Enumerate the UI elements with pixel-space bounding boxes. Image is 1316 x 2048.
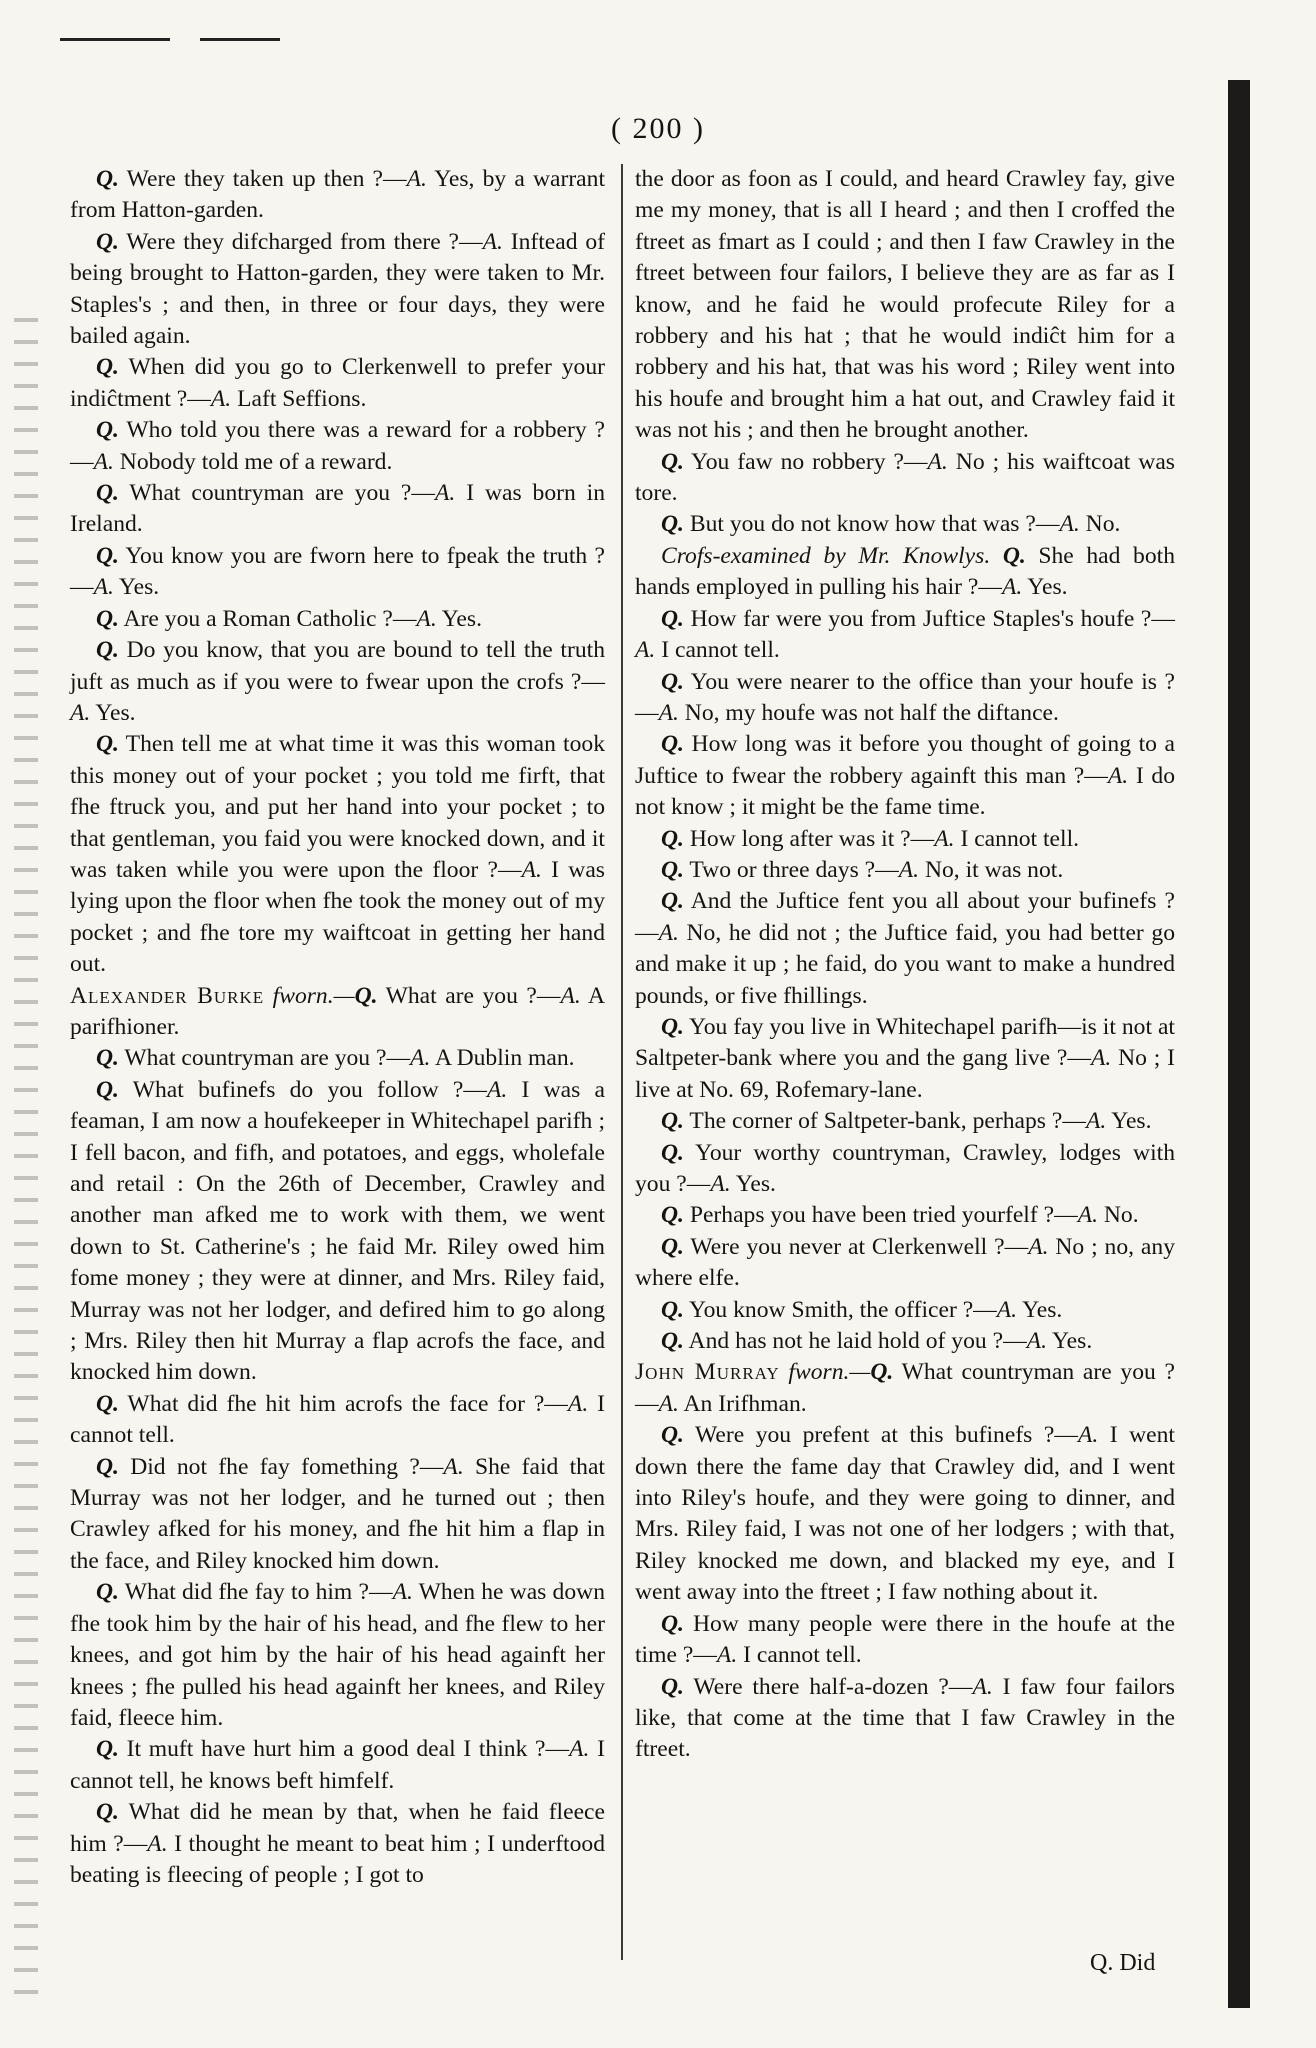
answer-text: I cannot tell. xyxy=(655,637,780,664)
question-mark: Q. xyxy=(661,448,684,475)
paragraph xyxy=(635,886,1175,1012)
question-text: Do you know, that you are bound to tell the truth juft as much as if you were to fwear upon the crofs ?— xyxy=(70,637,605,695)
question-mark: Q. xyxy=(96,480,119,507)
question-text: Were they taken up then ?— xyxy=(118,166,407,192)
question-text: And has not he laid hold of you ?— xyxy=(683,1328,1027,1355)
question-mark: Q. xyxy=(661,731,684,758)
paragraph xyxy=(70,541,605,604)
answer-text: An Irifhman. xyxy=(678,1390,807,1417)
paragraph xyxy=(70,478,605,541)
question-text: Then tell me at what time it was this woman took this money out of your pocket ; you told me firft, that fhe ftruck you, and put her hand into your pocket ; to that gentleman, you faid you were knocked down, and it was taken while you were upon the floor ?— xyxy=(70,731,605,883)
answer-text: I cannot tell. xyxy=(70,1390,605,1449)
answer-mark: A. xyxy=(1107,762,1129,789)
answer-mark: A. xyxy=(560,982,581,1009)
answer-text: Yes. xyxy=(1046,1328,1093,1355)
question-mark: Q. xyxy=(96,1736,119,1763)
paragraph xyxy=(635,164,1175,447)
question-text: Perhaps you have been tried yourfelf ?— xyxy=(683,1202,1078,1229)
question-mark: Q. xyxy=(661,1673,684,1700)
paragraph xyxy=(635,1295,1175,1326)
answer-mark: A. xyxy=(710,1171,731,1197)
question-text: Were you never at Clerkenwell ?— xyxy=(683,1233,1029,1260)
paragraph xyxy=(635,509,1175,540)
question-mark: Q. xyxy=(354,982,378,1009)
paragraph xyxy=(635,824,1175,855)
question-text: You were nearer to the office than your houfe is ?— xyxy=(635,668,1175,726)
answer-mark: A. xyxy=(1091,1045,1112,1072)
paragraph xyxy=(70,1043,605,1074)
answer-mark: A. xyxy=(406,166,427,192)
answer-mark: A. xyxy=(410,1045,431,1072)
left-column xyxy=(70,164,605,1891)
question-text: What countryman are you ?— xyxy=(118,480,435,507)
answer-mark: A. xyxy=(567,1390,589,1417)
answer-text: I cannot tell, he knows beft himfelf. xyxy=(70,1736,606,1794)
question-text: What are you ?— xyxy=(377,982,561,1009)
question-mark: Q. xyxy=(96,605,119,632)
paragraph xyxy=(70,1075,605,1389)
column-divider xyxy=(621,164,623,1960)
question-text: What did he mean by that, when he faid fleece him ?— xyxy=(70,1799,605,1857)
answer-text: No. xyxy=(1079,511,1121,538)
answer-text: I cannot tell. xyxy=(954,825,1080,852)
question-mark: Q. xyxy=(870,1359,894,1386)
question-text: It muft have hurt him a good deal I think ?— xyxy=(118,1736,570,1763)
witness-name: John Murray xyxy=(635,1359,780,1386)
question-text: How long was it before you thought of going to a Juftice to fwear the robbery againft this man ?— xyxy=(635,731,1175,789)
question-mark: Q. xyxy=(96,228,119,255)
page-edge-shadow xyxy=(1228,80,1250,2008)
paragraph xyxy=(70,1577,605,1734)
answer-mark: A. xyxy=(1001,574,1023,601)
answer-text: Nobody told me of a reward. xyxy=(113,448,393,475)
paragraph xyxy=(635,1609,1175,1672)
answer-text: A Dublin man. xyxy=(430,1045,575,1072)
answer-text: Inftead of being brought to Hatton-garden, they were taken to Mr. Staples's ; and then, in three or four days, they were bailed again. xyxy=(70,228,605,350)
question-text: You faw no robbery ?— xyxy=(683,448,928,475)
question-mark: Q. xyxy=(661,1233,684,1260)
cross-examination-heading: Crofs-examined by Mr. Knowlys. xyxy=(661,542,1003,569)
paragraph xyxy=(70,164,605,227)
paragraph xyxy=(70,227,605,353)
question-text: The corner of Saltpeter-bank, perhaps ?— xyxy=(683,1108,1086,1135)
answer-mark: A. xyxy=(392,1579,413,1606)
question-mark: Q. xyxy=(96,1390,119,1417)
paragraph xyxy=(635,1012,1175,1106)
answer-mark: A. xyxy=(147,1830,168,1857)
question-mark: Q. xyxy=(96,1453,119,1480)
paragraph xyxy=(635,855,1175,886)
answer-mark: A. xyxy=(443,1453,464,1480)
question-text: How many people were there in the houfe at the time ?— xyxy=(635,1610,1175,1669)
question-text: And the Juftice fent you all about your bufinefs ?— xyxy=(635,888,1175,946)
answer-mark: A. xyxy=(1077,1202,1098,1229)
question-mark: Q. xyxy=(661,1296,684,1323)
paragraph xyxy=(70,352,605,415)
answer-mark: A. xyxy=(93,448,114,475)
answer-mark: A. xyxy=(1026,1328,1047,1355)
question-mark: Q. xyxy=(661,1108,684,1135)
paragraph xyxy=(70,1452,605,1578)
answer-text: No ; no, any where elfe. xyxy=(635,1233,1175,1292)
question-text: What countryman are you ?— xyxy=(635,1359,1176,1417)
question-mark: Q. xyxy=(661,605,684,632)
answer-mark: A. xyxy=(416,605,437,632)
answer-text: No ; his waiftcoat was tore. xyxy=(635,448,1175,507)
answer-text: I do not know ; it might be the fame time. xyxy=(635,762,1176,821)
paragraph xyxy=(70,415,605,478)
paragraph xyxy=(70,729,605,980)
catchword: Q. Did xyxy=(1090,1950,1156,1976)
witness-name: Alexander Burke xyxy=(70,982,265,1009)
question-text: Who told you there was a reward for a robbery ?— xyxy=(70,417,605,475)
question-text: Are you a Roman Catholic ?— xyxy=(118,605,417,632)
answer-mark: A. xyxy=(1059,511,1080,538)
top-rule-left xyxy=(60,38,170,41)
question-text: Did not fhe fay fomething ?— xyxy=(118,1453,444,1480)
paragraph xyxy=(635,447,1175,510)
answer-mark: A. xyxy=(70,699,91,726)
question-text: She had both hands employed in pulling his hair ?— xyxy=(635,542,1175,601)
answer-text: Laft Seffions. xyxy=(231,385,367,412)
answer-text: I cannot tell. xyxy=(737,1642,862,1669)
paragraph xyxy=(635,604,1175,667)
paragraph xyxy=(635,1326,1175,1357)
answer-text: Yes. xyxy=(1106,1108,1152,1135)
question-text: Your worthy countryman, Crawley, lodges with you ?— xyxy=(635,1139,1175,1197)
paragraph xyxy=(635,1232,1175,1295)
paragraph xyxy=(635,729,1175,823)
question-mark: Q. xyxy=(96,731,119,758)
paragraph xyxy=(70,1797,605,1891)
answer-text: Yes. xyxy=(113,574,160,601)
answer-mark: A. xyxy=(635,637,656,664)
question-text: How far were you from Juftice Staples's houfe ?— xyxy=(683,605,1175,632)
question-mark: Q. xyxy=(96,1799,119,1826)
answer-mark: A. xyxy=(521,856,542,883)
answer-text: When he was down fhe took him by the hair of his head, and fhe flew to her knees, and got him by the hair of his head againft her knees ; fhe pulled his head againft her knees, and Riley faid, fleece him. xyxy=(70,1579,605,1731)
question-text: Were they difcharged from there ?— xyxy=(118,228,483,255)
paragraph xyxy=(70,635,605,729)
answer-mark: A. xyxy=(1077,1422,1099,1449)
answer-mark: A. xyxy=(435,480,456,507)
answer-mark: A. xyxy=(210,385,232,412)
paragraph xyxy=(70,1734,605,1797)
answer-text: No, it was not. xyxy=(919,856,1064,883)
paragraph xyxy=(635,1420,1175,1608)
question-mark: Q. xyxy=(661,1422,684,1449)
answer-text: I was lying upon the floor when fhe took the money out of my pocket ; and fhe tore my waiftcoat in getting her hand out. xyxy=(70,856,605,978)
question-mark: Q. xyxy=(96,417,119,444)
question-text: You know Smith, the officer ?— xyxy=(683,1296,997,1323)
question-mark: Q. xyxy=(661,888,684,915)
answer-mark: A. xyxy=(996,1296,1018,1323)
answer-mark: A. xyxy=(569,1736,590,1763)
answer-text: I was a feaman, I am now a houfekeeper in Whitechapel parifh ; I fell bacon, and fifh, and potatoes, and eggs, wholefale and retail : On the 26th of December, Crawley and another man afked me to work with them, we went down to St. Catherine's ; he faid Mr. Riley owed him fome money ; they were at dinner, and Mrs. Riley faid, Murray was not her lodger, and defired him to go along ; Mrs. Riley then hit Murray a flap acrofs the face, and knocked him down. xyxy=(70,1076,605,1386)
answer-text: No, my houfe was not half the diftance. xyxy=(678,699,1059,726)
question-text: What did fhe fay to him ?— xyxy=(118,1579,393,1606)
question-mark: Q. xyxy=(96,1045,119,1072)
binding-shadow xyxy=(14,300,38,2000)
question-text: How long after was it ?— xyxy=(683,825,935,852)
answer-mark: A. xyxy=(1028,1233,1049,1260)
question-text: You fay you live in Whitechapel parifh—is it not at Saltpeter-bank where you and the gang live ?— xyxy=(635,1013,1175,1072)
answer-mark: A. xyxy=(658,919,679,946)
page-number: ( 200 ) xyxy=(611,112,705,145)
answer-text: Yes, by a warrant from Hatton-garden. xyxy=(70,166,606,224)
question-text: When did you go to Clerkenwell to prefer your indiĉtment ?— xyxy=(70,354,605,412)
question-mark: Q. xyxy=(1002,542,1026,569)
answer-text: Yes. xyxy=(1017,1296,1063,1323)
question-text: What countryman are you ?— xyxy=(118,1045,411,1072)
answer-text: Yes. xyxy=(90,699,136,726)
answer-text: A parifhioner. xyxy=(70,982,605,1040)
question-mark: Q. xyxy=(661,825,684,852)
paragraph xyxy=(70,604,605,635)
sworn-note: fworn.— xyxy=(779,1359,871,1386)
question-mark: Q. xyxy=(96,1076,119,1103)
answer-text: I went down there the fame day that Crawley did, and I went into Riley's houfe, and they were going to dinner, and Mrs. Riley faid, I was not one of her lodgers ; with that, Riley knocked me down, and blacked my eye, and I went away into the ftreet ; I faw nothing about it. xyxy=(635,1422,1175,1606)
answer-text: Yes. xyxy=(1022,574,1068,601)
paragraph xyxy=(635,1138,1175,1201)
answer-text: No. xyxy=(1098,1202,1139,1229)
question-text: What did fhe hit him acrofs the face for ?— xyxy=(118,1390,568,1417)
answer-mark: A. xyxy=(972,1673,993,1700)
answer-mark: A. xyxy=(93,574,114,601)
right-column xyxy=(635,164,1175,1766)
paragraph xyxy=(635,1357,1175,1420)
question-mark: Q. xyxy=(661,511,684,538)
question-text: But you do not know how that was ?— xyxy=(683,511,1060,538)
question-mark: Q. xyxy=(96,1579,119,1606)
question-mark: Q. xyxy=(661,856,684,883)
answer-mark: A. xyxy=(482,228,503,255)
answer-text: I was born in Ireland. xyxy=(70,480,606,538)
answer-text: Yes. xyxy=(730,1171,776,1197)
question-mark: Q. xyxy=(661,1328,684,1355)
question-text: Were you prefent at this bufinefs ?— xyxy=(683,1422,1078,1449)
paragraph xyxy=(635,1200,1175,1231)
paragraph xyxy=(70,981,605,1044)
answer-mark: A. xyxy=(1085,1108,1107,1135)
answer-mark: A. xyxy=(898,856,920,883)
paragraph xyxy=(635,1106,1175,1137)
question-text: Were there half-a-dozen ?— xyxy=(683,1673,973,1700)
answer-mark: A. xyxy=(658,699,679,726)
answer-text: Yes. xyxy=(436,605,482,632)
question-mark: Q. xyxy=(96,354,119,381)
paragraph xyxy=(635,667,1175,730)
sworn-note: fworn.— xyxy=(264,982,355,1009)
answer-mark: A. xyxy=(486,1076,508,1103)
paragraph xyxy=(70,1389,605,1452)
paragraph xyxy=(635,541,1175,604)
answer-mark: A. xyxy=(927,448,948,475)
question-mark: Q. xyxy=(661,1610,684,1637)
question-mark: Q. xyxy=(96,637,119,664)
answer-text: She faid that Murray was not her lodger, and he turned out ; then Crawley afked for his money, and fhe hit him a flap in the face, and Riley knocked him down. xyxy=(70,1453,605,1574)
answer-text: I thought he meant to beat him ; I underftood beating is fleecing of people ; I got to xyxy=(70,1830,605,1888)
question-mark: Q. xyxy=(661,1139,684,1166)
top-rule-mid xyxy=(200,38,280,41)
question-text: You know you are fworn here to fpeak the truth ?— xyxy=(70,542,605,601)
answer-text: No, he did not ; the Juftice faid, you had better go and make it up ; he faid, do you want to make a hundred pounds, or five fhillings. xyxy=(635,919,1175,1009)
answer-mark: A. xyxy=(716,1642,738,1669)
question-mark: Q. xyxy=(661,1013,684,1040)
question-mark: Q. xyxy=(661,1202,684,1229)
question-text: the door as foon as I could, and heard Crawley fay, give me my money, that is all I heard ; and then I croffed the ftreet as fmart as I could ; and then I faw Crawley in the ftreet between four failors, I believe they are as far as I know, and he faid he would profecute Riley for a robbery and his hat ; that he would indiĉt him for a robbery and his hat, that was his word ; Riley went into his houfe and brought him a hat out, and Crawley faid it was not his ; and then he brought another. xyxy=(635,166,1175,444)
question-mark: Q. xyxy=(96,166,119,192)
question-text: What bufinefs do you follow ?— xyxy=(118,1076,487,1103)
paragraph xyxy=(635,1672,1175,1766)
answer-mark: A. xyxy=(658,1390,679,1417)
answer-text: No ; I live at No. 69, Rofemary-lane. xyxy=(635,1045,1175,1103)
question-mark: Q. xyxy=(96,542,119,569)
answer-text: I faw four failors like, that come at the time that I faw Crawley in the ftreet. xyxy=(635,1673,1175,1763)
answer-mark: A. xyxy=(934,825,955,852)
question-text: Two or three days ?— xyxy=(683,856,899,883)
question-mark: Q. xyxy=(661,668,684,695)
